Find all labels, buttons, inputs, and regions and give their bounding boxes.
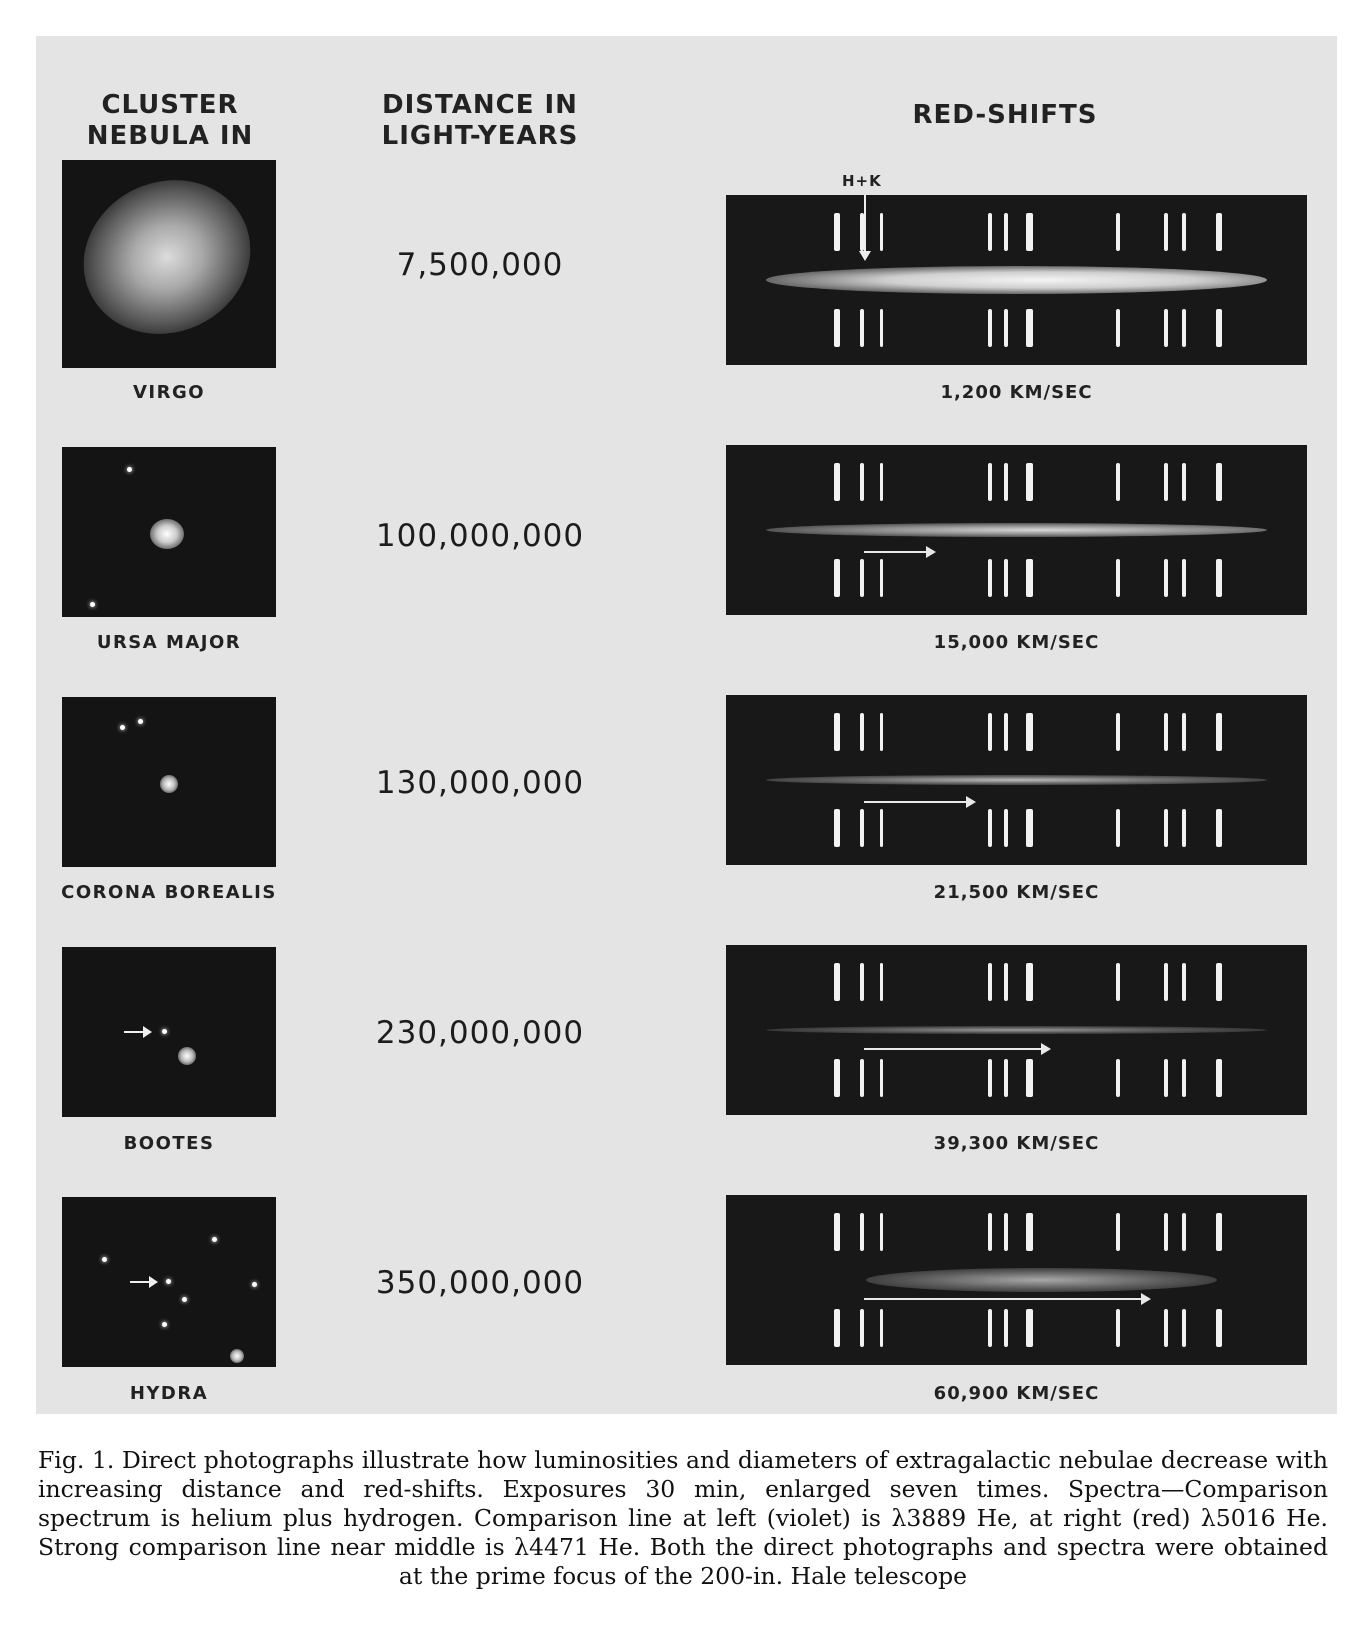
comparison-line	[1216, 309, 1222, 347]
comparison-line	[860, 1309, 864, 1347]
star	[212, 1237, 217, 1242]
comparison-line	[1026, 1309, 1033, 1347]
comparison-line	[1004, 809, 1008, 847]
column-header-distance: DISTANCE IN LIGHT-YEARS	[381, 90, 579, 151]
hk-label: H+K	[842, 172, 882, 190]
star	[102, 1257, 107, 1262]
cluster-name-ursa-major: URSA MAJOR	[96, 632, 242, 653]
comparison-line	[1004, 713, 1008, 751]
redshift-arrow	[864, 801, 974, 803]
comparison-line	[880, 559, 883, 597]
comparison-line	[834, 463, 840, 501]
comparison-line	[834, 809, 840, 847]
comparison-line	[1116, 309, 1120, 347]
comparison-line	[1182, 1059, 1186, 1097]
comparison-line	[880, 213, 883, 251]
comparison-line	[1026, 713, 1033, 751]
comparison-line	[860, 213, 864, 251]
comparison-line	[1116, 809, 1120, 847]
spectrum-bootes	[726, 945, 1307, 1115]
comparison-line	[860, 559, 864, 597]
comparison-line	[1004, 1309, 1008, 1347]
comparison-line	[1182, 213, 1186, 251]
comparison-line	[1182, 963, 1186, 1001]
velocity-hydra: 60,900 KM/SEC	[933, 1383, 1100, 1404]
comparison-line	[834, 1213, 840, 1251]
comparison-line	[1164, 1309, 1168, 1347]
comparison-line	[834, 963, 840, 1001]
distance-virgo: 7,500,000	[396, 247, 564, 283]
column-header-cluster: CLUSTER NEBULA IN	[86, 90, 254, 151]
comparison-line	[860, 1059, 864, 1097]
column-header-redshifts: RED-SHIFTS	[912, 100, 1098, 130]
comparison-line	[1116, 1059, 1120, 1097]
velocity-corona-borealis: 21,500 KM/SEC	[933, 882, 1100, 903]
comparison-line	[1116, 213, 1120, 251]
galaxy-photo-ursa-major	[62, 447, 276, 617]
star	[127, 467, 132, 472]
comparison-line	[1164, 559, 1168, 597]
comparison-line	[1182, 1309, 1186, 1347]
velocity-bootes: 39,300 KM/SEC	[933, 1133, 1100, 1154]
galaxy-photo-corona-borealis	[62, 697, 276, 867]
comparison-line	[1116, 1309, 1120, 1347]
comparison-line	[1216, 809, 1222, 847]
comparison-line	[1164, 463, 1168, 501]
comparison-line	[860, 809, 864, 847]
comparison-line	[1216, 1213, 1222, 1251]
velocity-ursa-major: 15,000 KM/SEC	[933, 632, 1100, 653]
comparison-line	[880, 809, 883, 847]
comparison-line	[988, 1213, 992, 1251]
comparison-line	[860, 1213, 864, 1251]
cluster-name-hydra: HYDRA	[129, 1383, 209, 1404]
comparison-line	[880, 463, 883, 501]
comparison-line	[1004, 1213, 1008, 1251]
comparison-line	[1004, 559, 1008, 597]
galaxy-photo-bootes	[62, 947, 276, 1117]
comparison-line	[1004, 463, 1008, 501]
comparison-line	[1004, 213, 1008, 251]
star	[178, 1047, 196, 1065]
comparison-line	[860, 963, 864, 1001]
comparison-line	[988, 559, 992, 597]
comparison-line	[880, 963, 883, 1001]
comparison-line	[1164, 1213, 1168, 1251]
comparison-line	[860, 309, 864, 347]
comparison-line	[1164, 213, 1168, 251]
comparison-line	[1216, 559, 1222, 597]
corona-borealis-galaxy	[160, 775, 178, 793]
comparison-line	[1216, 963, 1222, 1001]
star	[120, 725, 125, 730]
hydra-nebula	[166, 1279, 171, 1284]
galaxy-photo-hydra	[62, 1197, 276, 1367]
comparison-line	[1216, 463, 1222, 501]
spectrum-band	[766, 266, 1267, 294]
distance-bootes: 230,000,000	[375, 1015, 585, 1051]
comparison-line	[1216, 1059, 1222, 1097]
spectrum-virgo	[726, 195, 1307, 365]
comparison-line	[1182, 809, 1186, 847]
bootes-nebula	[162, 1029, 167, 1034]
comparison-line	[1026, 809, 1033, 847]
virgo-galaxy-image	[62, 160, 276, 361]
spectrum-band	[766, 1026, 1267, 1034]
comparison-line	[988, 1309, 992, 1347]
comparison-line	[1116, 463, 1120, 501]
comparison-line	[880, 1309, 883, 1347]
comparison-line	[1116, 1213, 1120, 1251]
comparison-line	[834, 559, 840, 597]
star	[252, 1282, 257, 1287]
comparison-line	[1004, 963, 1008, 1001]
comparison-line	[988, 463, 992, 501]
star	[182, 1297, 187, 1302]
comparison-line	[834, 1059, 840, 1097]
redshift-arrow	[864, 551, 934, 553]
nebula-pointer-arrow	[124, 1031, 150, 1033]
comparison-line	[834, 713, 840, 751]
comparison-line	[860, 463, 864, 501]
spectrum-band	[866, 1268, 1217, 1292]
comparison-line	[1026, 1059, 1033, 1097]
comparison-line	[1182, 559, 1186, 597]
spectrum-hydra	[726, 1195, 1307, 1365]
comparison-line	[988, 963, 992, 1001]
comparison-line	[1004, 309, 1008, 347]
comparison-line	[834, 1309, 840, 1347]
comparison-line	[880, 713, 883, 751]
spectrum-band	[766, 775, 1267, 785]
spectrum-corona-borealis	[726, 695, 1307, 865]
comparison-line	[1182, 713, 1186, 751]
comparison-line	[1164, 309, 1168, 347]
comparison-line	[1182, 309, 1186, 347]
distance-hydra: 350,000,000	[375, 1265, 585, 1301]
comparison-line	[1026, 1213, 1033, 1251]
velocity-virgo: 1,200 KM/SEC	[940, 382, 1093, 403]
comparison-line	[1116, 559, 1120, 597]
star	[138, 719, 143, 724]
comparison-line	[1116, 963, 1120, 1001]
comparison-line	[988, 213, 992, 251]
comparison-line	[880, 1213, 883, 1251]
distance-ursa-major: 100,000,000	[375, 518, 585, 554]
comparison-line	[988, 809, 992, 847]
cluster-name-corona-borealis: CORONA BOREALIS	[61, 882, 277, 903]
comparison-line	[1164, 1059, 1168, 1097]
hk-arrow-down	[864, 195, 866, 259]
comparison-line	[880, 1059, 883, 1097]
galaxy-photo-virgo	[62, 160, 276, 368]
comparison-line	[834, 213, 840, 251]
comparison-line	[1164, 713, 1168, 751]
comparison-line	[1164, 963, 1168, 1001]
comparison-line	[988, 713, 992, 751]
comparison-line	[834, 309, 840, 347]
distance-corona-borealis: 130,000,000	[375, 765, 585, 801]
comparison-line	[1026, 463, 1033, 501]
star	[162, 1322, 167, 1327]
nebula-pointer-arrow	[130, 1281, 156, 1283]
comparison-line	[1026, 963, 1033, 1001]
comparison-line	[1216, 213, 1222, 251]
comparison-line	[988, 1059, 992, 1097]
comparison-line	[1026, 559, 1033, 597]
comparison-line	[1182, 1213, 1186, 1251]
comparison-line	[1116, 713, 1120, 751]
star	[90, 602, 95, 607]
comparison-line	[1216, 1309, 1222, 1347]
comparison-line	[1026, 309, 1033, 347]
comparison-line	[1004, 1059, 1008, 1097]
ursa-major-galaxy	[150, 519, 184, 549]
figure-caption: Fig. 1. Direct photographs illustrate how luminosities and diameters of extragalactic nebulae decrease with increasing distance and red-shifts. Exposures 30 min, enlarged seven times. Spectra—Comparison spectrum is helium plus hydrogen. Comparison line at left (violet) is λ3889 He, at right (red) λ5016 He. Strong comparison line near middle is λ4471 He. Both the direct photographs and spectra were obtained at the prime focus of the 200-in. Hale telescope	[38, 1446, 1328, 1590]
comparison-line	[880, 309, 883, 347]
comparison-line	[1216, 713, 1222, 751]
comparison-line	[988, 309, 992, 347]
cluster-name-bootes: BOOTES	[123, 1133, 215, 1154]
comparison-line	[1026, 213, 1033, 251]
comparison-line	[1182, 463, 1186, 501]
star	[230, 1349, 244, 1363]
comparison-line	[1164, 809, 1168, 847]
redshift-arrow	[864, 1048, 1049, 1050]
comparison-line	[860, 713, 864, 751]
spectrum-ursa-major	[726, 445, 1307, 615]
redshift-arrow	[864, 1298, 1149, 1300]
spectrum-band	[766, 523, 1267, 537]
cluster-name-virgo: VIRGO	[132, 382, 206, 403]
